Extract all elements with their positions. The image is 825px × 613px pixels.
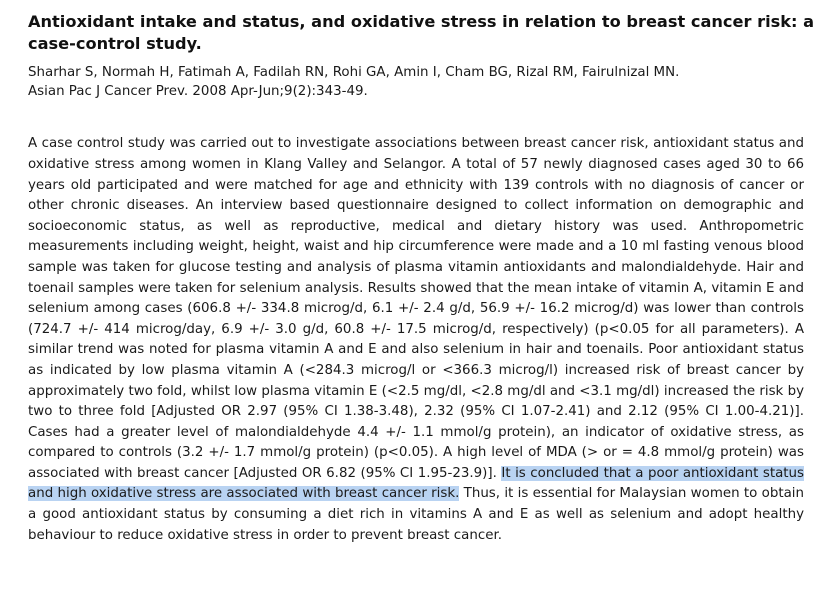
article-title[interactable]: Antioxidant intake and status, and oxidative stress in relation to breast cancer risk: a case-control study. xyxy=(28,12,815,53)
highlighted-conclusion[interactable]: It is concluded that a poor antioxidant status and high oxidative stress are associated with breast cancer risk. xyxy=(28,465,805,502)
abstract-text-before-highlight: A case control study was carried out to investigate associations between breast cancer risk, antioxidant status and oxidative stress among women in Klang Valley and Selangor. A total of 57 newly diagnosed cases aged 30 to 66 years old participated and were matched for age and ethnicity with 139 controls with no diagnosis of cancer or other chronic diseases. An interview based questionnaire designed to collect information on demographic and socioeconomic status, as well as reproductive, medical and dietary history was used. Anthropometric measurements including weight, height, waist and hip circumference were made and a 10 ml fasting venous blood sample was taken for glucose testing and analysis of plasma vitamin antioxidants and malondialdehyde. Hair and toenail samples were taken for selenium analysis. Results showed that the mean intake of vitamin A, vitamin E and selenium among cases (606.8 +/- 334.8 microg/d, 6.1 +/- 2.4 g/d, 56.9 +/- 16.2 microg/d) was lower than controls (724.7 +/- 414 microg/day, 6.9 +/- 3.0 g/d, 60.8 +/- 17.5 microg/d, respectively) (p<0.05 for all parameters). A similar trend was noted for plasma vitamin A and E and also selenium in hair and toenails. Poor antioxidant status as indicated by low plasma vitamin A (<284.3 microg/l or <366.3 microg/l) increased risk of breast cancer by approximately two fold, whilst low plasma vitamin E (<2.5 mg/dl, <2.8 mg/dl and <3.1 mg/dl) increased the risk by two to three fold [Adjusted OR 2.97 (95% CI 1.38-3.48), 2.32 (95% CI 1.07-2.41) and 2.12 (95% CI 1.00-4.21)]. Cases had a greater level of malondialdehyde 4.4 +/- 1.1 mmol/g protein), an indicator of oxidative stress, as compared to controls (3.2 +/- 1.7 mmol/g protein) (p<0.05). A high level of MDA (> or = 4.8 mmol/g protein) was associated with breast cancer [Adjusted OR 6.82 (95% CI 1.95-23.9)]. xyxy=(28,136,804,481)
abstract-text-after-highlight: Thus, it is essential for Malaysian women to obtain a good antioxidant status by consuming a diet rich in vitamins A and E as well as selenium and adopt healthy behaviour to reduce oxidative stress in order to prevent breast cancer. xyxy=(28,486,804,543)
article-authors: Sharhar S, Normah H, Fatimah A, Fadilah RN, Rohi GA, Amin I, Cham BG, Rizal RM, Fairulnizal MN. xyxy=(28,65,680,80)
abstract-paragraph xyxy=(28,134,804,546)
journal-citation: Asian Pac J Cancer Prev. 2008 Apr-Jun;9(2):343-49. xyxy=(28,84,368,99)
